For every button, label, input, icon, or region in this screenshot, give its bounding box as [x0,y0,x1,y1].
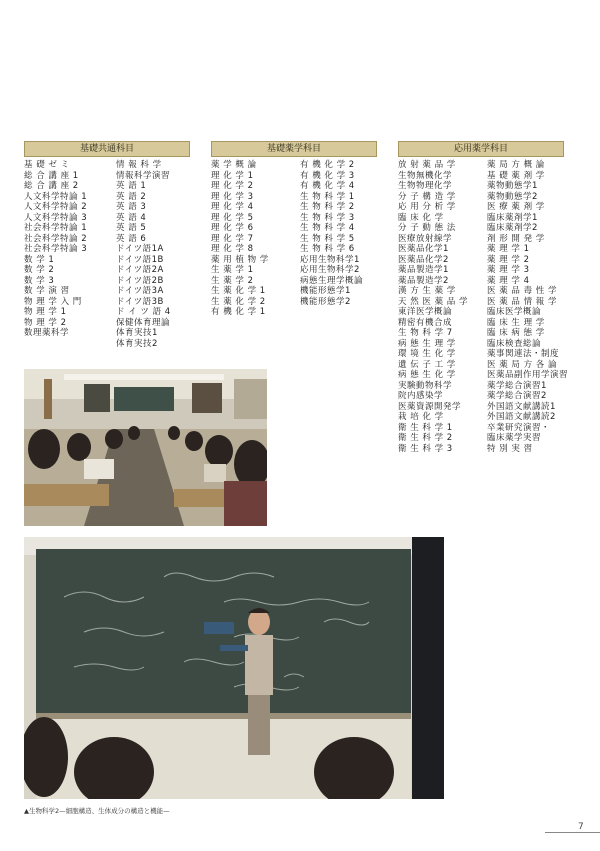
course-item: 数 学 2 [24,265,55,275]
course-item: 生 薬 学 1 [211,265,254,275]
course-item: 臨床医学概論 [487,307,542,317]
course-item: 生 薬 化 学 2 [211,296,266,307]
course-item: 薬 理 学 1 [487,244,530,254]
course-item: 医 薬 局 方 各 論 [487,359,558,370]
course-item: 人文科学特論 2 [24,202,88,212]
course-item: 臨 床 病 態 学 [487,328,545,338]
course-item: 機能形態学1 [300,286,351,296]
course-item: 薬 学 概 論 [211,160,257,170]
course-item: 数 学 1 [24,254,55,265]
course-item: 分 子 構 造 学 [398,191,456,202]
course-item: 東洋医学概論 [398,307,453,317]
course-item: 医薬品副作用学演習 [487,370,569,380]
course-item: 薬 理 学 4 [487,275,530,286]
course-item: 有 機 化 学 3 [300,170,355,181]
course-item: 医 薬 品 情 報 学 [487,296,558,307]
course-item: 総 合 講 座 1 [24,170,79,181]
course-item: 剤 形 開 発 学 [487,233,545,244]
course-item: 薬物動態学1 [487,181,538,191]
course-item: 物 理 学 入 門 [24,296,82,307]
course-item: 理 化 学 2 [211,181,254,191]
course-item: 臨 床 化 学 [398,212,444,223]
course-list-col5 [398,160,480,454]
course-item: 情 報 科 学 [116,160,162,170]
course-item: 生物無機化学 [398,170,453,181]
course-item: 有 機 化 学 1 [211,307,266,317]
course-item: 外国語文献講読1 [487,401,556,412]
course-item: ド イ ツ 語 4 [116,307,171,317]
course-item: 応 用 分 析 学 [398,202,456,212]
course-item: 英 語 3 [116,202,147,212]
lecture-hall-photo [24,369,267,526]
course-item: 情報科学演習 [116,170,171,181]
course-item: 卒業研究演習・ [487,422,551,433]
course-item: 数 学 演 習 [24,286,70,296]
header-basic-common: 基礎共通科目 [24,141,190,157]
course-item: 英 語 6 [116,233,147,244]
course-item: ドイツ語2B [116,275,164,286]
course-item: 人文科学特論 1 [24,191,88,202]
course-item: 物 理 学 1 [24,307,67,317]
course-item: 理 化 学 8 [211,244,254,254]
course-item: 臨床薬剤学1 [487,212,538,223]
course-item: 天 然 医 薬 品 学 [398,296,469,307]
course-item: 薬物動態学2 [487,191,538,202]
course-item: 衛 生 科 学 3 [398,443,453,454]
course-item: 数理薬科学 [24,328,70,338]
course-item: 生 薬 学 2 [211,275,254,286]
photo-caption: ▲生物科学2—細胞構造、生体成分の構造と機能— [24,807,170,815]
course-item: 生 薬 化 学 1 [211,286,266,296]
course-item: 薬学総合演習1 [487,380,547,391]
course-item: 医薬資源開発学 [398,401,462,412]
course-item: 分 子 動 態 法 [398,223,456,233]
course-item: 精密有機合成 [398,317,453,328]
course-item: 理 化 学 4 [211,202,254,212]
course-item: ドイツ語3B [116,296,164,307]
course-item: 医薬品化学2 [398,254,449,265]
chalkboard-lecture-photo [24,537,444,799]
course-item: 外国語文献講読2 [487,412,556,422]
course-item: 理 化 学 5 [211,212,254,223]
course-item: 基 礎 薬 剤 学 [487,170,545,181]
course-item: 栽 培 化 学 [398,412,444,422]
course-item: 臨 床 生 理 学 [487,317,545,328]
course-item: 漢 方 生 薬 学 [398,286,456,296]
course-item: 理 化 学 1 [211,170,254,181]
course-item: 衛 生 科 学 2 [398,433,453,443]
course-item: 病態生理学概論 [300,275,364,286]
course-item: 環 境 生 化 学 [398,349,456,359]
course-item: 英 語 2 [116,191,147,202]
course-item: 有 機 化 学 4 [300,181,355,191]
course-item: 薬品製造学1 [398,265,449,275]
course-item: 生 物 科 学 5 [300,233,355,244]
course-item: ドイツ語2A [116,265,164,275]
course-item: 英 語 4 [116,212,147,223]
course-list-col2 [116,160,196,349]
course-item: 社会科学特論 1 [24,223,88,233]
course-item: 生物物理化学 [398,181,453,191]
course-item: 生 物 科 学 7 [398,328,453,338]
course-item: 臨床検査総論 [487,338,542,349]
course-item: 特 別 実 習 [487,443,533,454]
header-applied-pharma: 応用薬学科目 [398,141,564,157]
course-item: 人文科学特論 3 [24,212,88,223]
course-item: 薬 局 方 概 論 [487,160,545,170]
course-item: 有 機 化 学 2 [300,160,355,170]
course-item: 医 療 薬 剤 学 [487,202,545,212]
course-item: 医 薬 品 毒 性 学 [487,286,558,296]
course-list-col1 [24,160,104,339]
course-item: 基 礎 ゼ ミ [24,160,70,170]
page-number: 7 [578,822,584,832]
course-item: ドイツ語3A [116,286,164,296]
course-item: 数 学 3 [24,275,55,286]
course-item: 薬学総合演習2 [487,391,547,401]
course-item: 保健体育理論 [116,317,171,328]
course-item: 応用生物科学2 [300,265,360,275]
course-item: 薬 用 植 物 学 [211,254,269,265]
course-item: 社会科学特論 3 [24,244,88,254]
course-item: 生 物 科 学 1 [300,191,355,202]
course-list-col6 [487,160,569,454]
course-list-col3 [211,160,291,318]
course-item: 実験動物科学 [398,380,453,391]
course-item: 放 射 薬 品 学 [398,160,456,170]
course-item: 社会科学特論 2 [24,233,88,244]
course-item: 病 態 生 理 学 [398,338,456,349]
course-item: 体育実技2 [116,338,158,349]
course-item: 総 合 講 座 2 [24,181,79,191]
course-item: 薬 理 学 2 [487,254,530,265]
course-item: 病 態 生 化 学 [398,370,456,380]
course-item: 生 物 科 学 4 [300,223,355,233]
course-item: 院内感染学 [398,391,444,401]
course-item: 機能形態学2 [300,296,351,307]
course-item: 生 物 科 学 6 [300,244,355,254]
page-number-rule [545,832,600,833]
course-item: 応用生物科学1 [300,254,360,265]
course-list-col4 [300,160,380,307]
course-item: 理 化 学 6 [211,223,254,233]
course-item: 理 化 学 7 [211,233,254,244]
course-item: ドイツ語1B [116,254,164,265]
course-item: 薬事関連法・制度 [487,349,560,359]
header-basic-pharma: 基礎薬学科目 [211,141,377,157]
course-item: 体育実技1 [116,328,158,338]
course-item: 物 理 学 2 [24,317,67,328]
course-item: 英 語 5 [116,223,147,233]
course-item: 理 化 学 3 [211,191,254,202]
course-item: 遺 伝 子 工 学 [398,359,456,370]
course-item: 臨床薬剤学2 [487,223,538,233]
course-item: ドイツ語1A [116,244,164,254]
course-item: 生 物 科 学 3 [300,212,355,223]
course-item: 医薬品化学1 [398,244,449,254]
course-item: 医療放射線学 [398,233,453,244]
course-item: 臨床薬学実習 [487,433,542,443]
course-item: 衛 生 科 学 1 [398,422,453,433]
course-item: 英 語 1 [116,181,147,191]
course-item: 薬 理 学 3 [487,265,530,275]
course-item: 薬品製造学2 [398,275,449,286]
course-item: 生 物 科 学 2 [300,202,355,212]
